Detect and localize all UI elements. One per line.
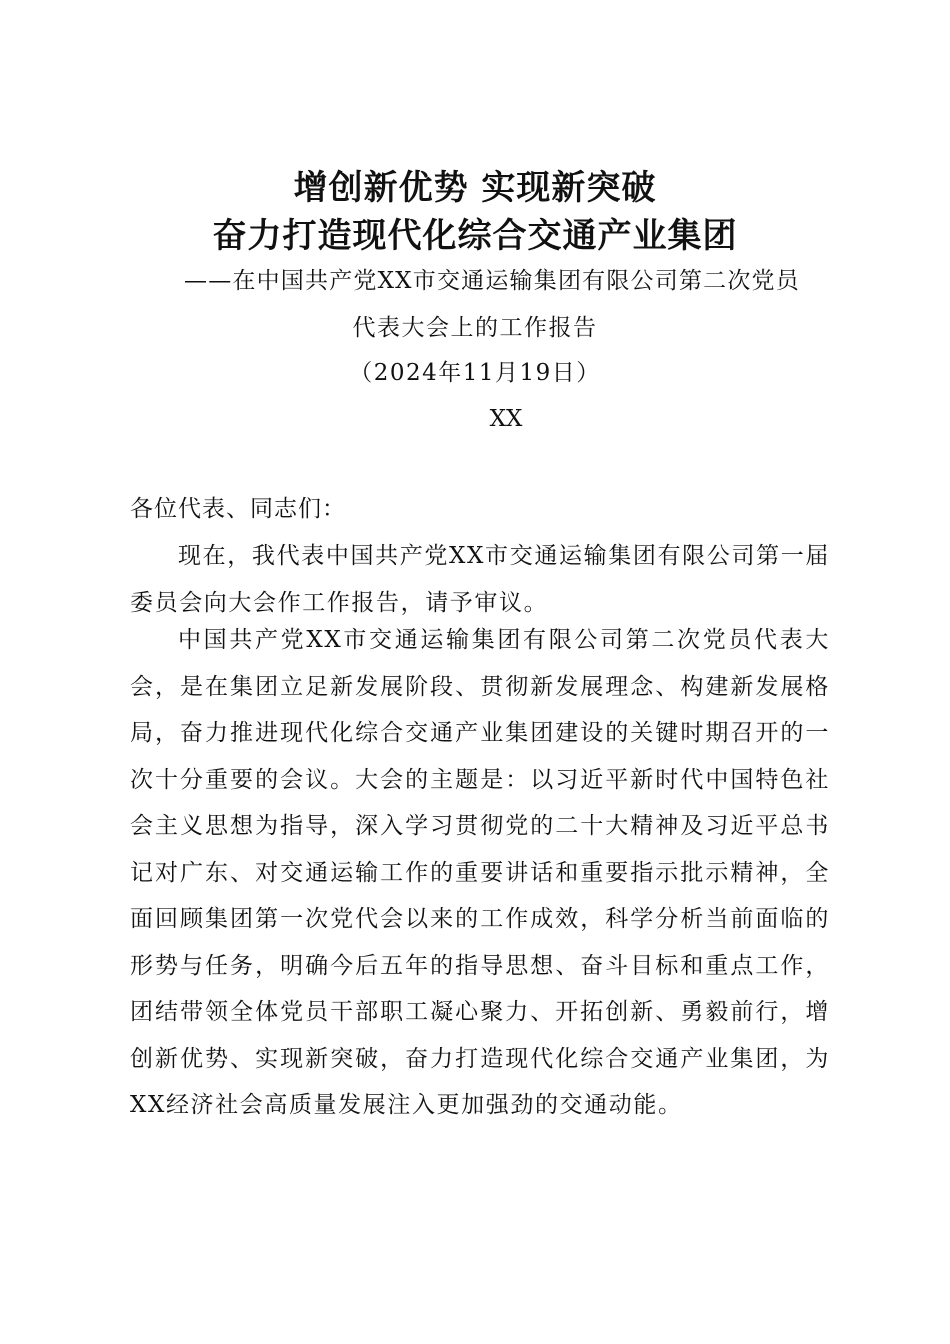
document-author: XX bbox=[489, 406, 523, 432]
document-subtitle-line-2: 代表大会上的工作报告 bbox=[352, 315, 598, 341]
salutation: 各位代表、同志们： bbox=[130, 496, 346, 522]
document-date: （2024年11月19日） bbox=[349, 360, 601, 386]
document-subtitle-line-1: ——在中国共产党XX市交通运输集团有限公司第二次党员 bbox=[184, 268, 800, 294]
document-title-line-2: 奋力打造现代化综合交通产业集团 bbox=[212, 216, 738, 256]
document-title-line-1: 增创新优势 实现新突破 bbox=[293, 168, 657, 208]
body-paragraph-1: 现在，我代表中国共产党XX市交通运输集团有限公司第一届委员会向大会作工作报告，请予审议。 bbox=[130, 543, 830, 616]
body-paragraph-2: 中国共产党XX市交通运输集团有限公司第二次党员代表大会，是在集团立足新发展阶段、贯彻新发展理念、构建新发展格局，奋力推进现代化综合交通产业集团建设的关键时期召开的一次十分重要的会议。大会的主题是：以习近平新时代中国特色社会主义思想为指导，深入学习贯彻党的二十大精神及习近平总书记对广东、对交通运输工作的重要讲话和重要指示批示精神，全面回顾集团第一次党代会以来的工作成效，科学分析当前面临的形势与任务，明确今后五年的指导思想、奋斗目标和重点工作，团结带领全体党员干部职工凝心聚力、开拓创新、勇毅前行，增创新优势、实现新突破，奋力打造现代化综合交通产业集团，为XX经济社会高质量发展注入更加强劲的交通动能。 bbox=[130, 627, 830, 1118]
